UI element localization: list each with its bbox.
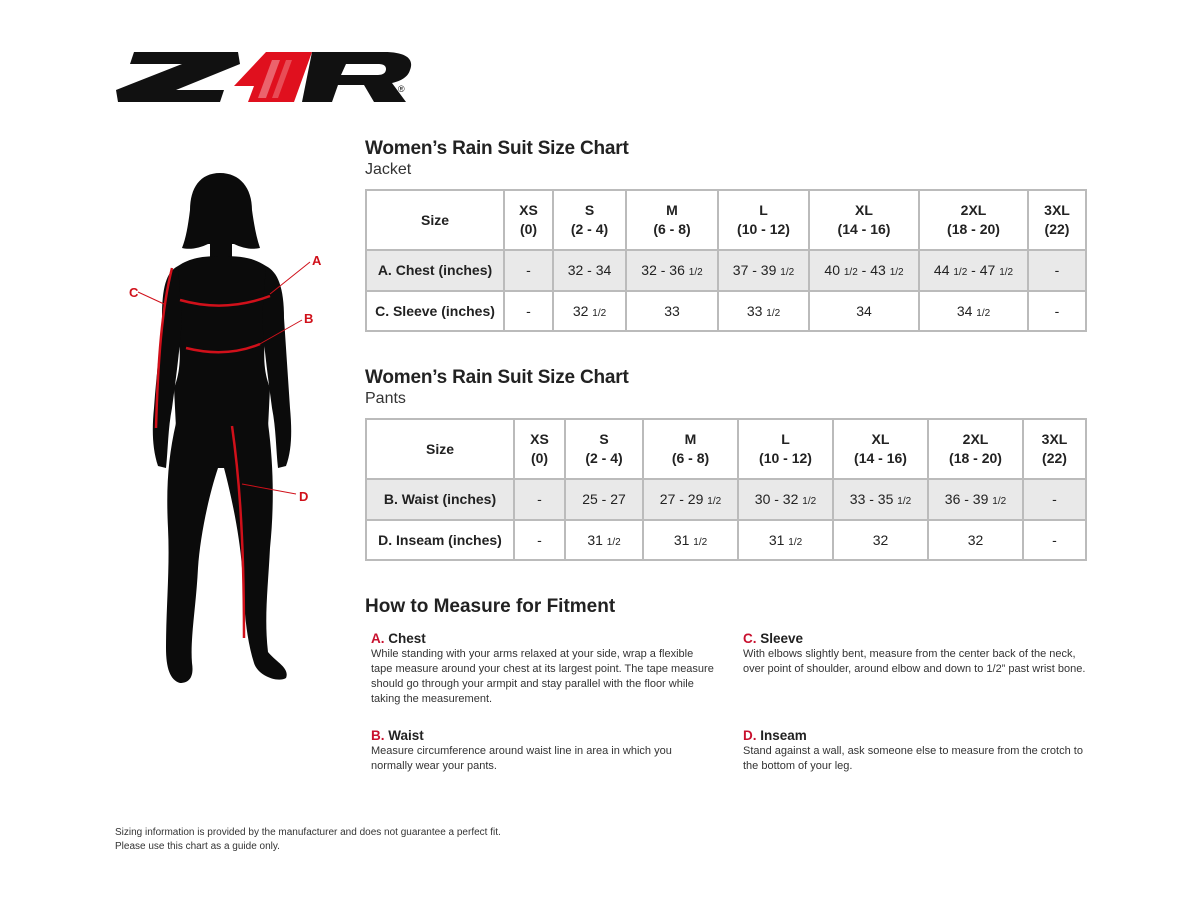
numeric-size: (10 - 12) [759,450,812,466]
value-whole: - [1052,491,1057,508]
size-value-cell [928,520,1023,561]
value-whole: 37 - 39 [732,262,777,279]
size-name: XL [855,202,873,218]
size-value-cell [565,479,643,520]
disclaimer [115,826,501,854]
chest-letter: A. [371,631,385,646]
size-name: L [781,431,790,447]
sleeve-letter: C. [743,631,757,646]
numeric-size: (18 - 20) [947,221,1000,237]
value-fraction: 1/2 [693,536,708,548]
pants-title: Women’s Rain Suit Size Chart [365,367,629,388]
value-whole: - [1054,262,1060,279]
value-whole: - [1052,531,1057,548]
size-column-header [809,190,919,250]
size-value-cell [565,520,643,561]
value-whole: 32 [872,531,889,548]
chest-heading: Chest [388,631,426,646]
size-value-cell [1023,479,1086,520]
size-value-cell [626,291,718,332]
value-fraction: 1/2 [788,536,803,548]
value-whole: 32 - 36 [641,262,685,279]
value-whole: - [1054,302,1060,319]
value-whole: 31 [768,531,785,548]
numeric-size: (22) [1044,221,1070,237]
chest-instructions [371,631,716,707]
size-column-header [718,190,809,250]
waist-text: Measure circumference around waist line in area in which you normally wear your pants. [371,745,672,772]
size-value-cell [809,291,919,332]
value-whole: - [526,302,531,319]
pants-size-table [365,418,1087,561]
size-name: S [584,202,595,218]
jacket-heading [365,138,629,179]
size-value-cell [504,291,553,332]
measurement-label: B. Waist (inches) [366,479,514,520]
size-value-cell [809,250,919,291]
woman-silhouette-figure [118,168,318,693]
size-column-header [553,190,626,250]
size-column-header [919,190,1028,250]
size-name: XL [871,431,890,447]
size-column-header [833,419,928,479]
numeric-size: (2 - 4) [585,450,623,466]
label-c: C [129,285,139,300]
size-value-cell [1028,250,1086,291]
size-name: S [599,431,609,447]
inseam-heading: Inseam [760,728,807,743]
size-value-cell [718,250,809,291]
chest-text: While standing with your arms relaxed at your side, wrap a flexible tape measure around your chest at its largest point. The tape measure should go through your armpit and stay parallel with the floor while taking the measurement. [371,648,714,705]
value-whole: 32 [967,531,984,548]
measurement-label: C. Sleeve (inches) [366,291,504,332]
numeric-size: (10 - 12) [737,221,790,237]
numeric-size: (14 - 16) [837,221,891,237]
measurement-label: A. Chest (inches) [366,250,504,291]
size-column-header [1028,190,1086,250]
label-a: A [312,253,322,268]
sleeve-text: With elbows slightly bent, measure from the center back of the neck, over point of shoulder, around elbow and down to 1/2” past wrist bone. [743,648,1086,675]
size-column-header [565,419,643,479]
value-fraction: 1/2 [976,307,991,319]
value-whole: 36 - 39 [944,491,989,508]
size-value-cell [833,520,928,561]
waist-instructions [371,728,716,774]
value-fraction: 1/2 [780,267,795,279]
value-whole: 33 [746,302,763,319]
value-whole: 30 - 32 [754,491,799,508]
value-whole: 31 [587,531,603,548]
value-whole: - [537,531,542,548]
svg-text:®: ® [398,84,405,94]
size-value-cell [514,520,565,561]
value-whole: 32 - 34 [567,262,612,279]
numeric-size: (6 - 8) [671,450,710,466]
table-row [366,250,1086,291]
size-value-cell [504,250,553,291]
size-name: XS [530,431,549,447]
value-whole: 44 1/2 - 47 [933,262,996,279]
size-value-cell [514,479,565,520]
sleeve-heading: Sleeve [760,631,804,646]
numeric-size: (0) [530,450,549,466]
label-d: D [299,489,309,504]
size-value-cell [643,520,738,561]
disclaimer-line-2: Please use this chart as a guide only. [115,841,280,852]
value-fraction: 1/2 [592,307,607,319]
woman-silhouette [153,173,291,683]
value-whole: 32 [572,302,589,319]
size-name: 2XL [960,202,987,218]
how-to-title: How to Measure for Fitment [365,596,616,617]
size-header-cell [366,190,504,250]
size-column-header [626,190,718,250]
size-name: 3XL [1044,202,1070,218]
size-value-cell [919,250,1028,291]
disclaimer-line-1: Sizing information is provided by the manufacturer and does not guarantee a perfect fit. [115,827,501,838]
z1r-logo [116,50,416,106]
size-column-header [504,190,553,250]
jacket-size-table [365,189,1087,332]
value-fraction: 1/2 [889,267,904,279]
value-fraction: 1/2 [802,496,817,508]
inseam-letter: D. [743,728,757,743]
size-column-header [738,419,833,479]
numeric-size: (0) [519,221,538,237]
waist-letter: B. [371,728,385,743]
value-fraction: 1/2 [992,496,1007,508]
pants-header-row [366,419,1086,479]
measurement-label: D. Inseam (inches) [366,520,514,561]
size-value-cell [738,520,833,561]
jacket-title: Women’s Rain Suit Size Chart [365,138,629,159]
numeric-size: (18 - 20) [949,450,1002,466]
jacket-subtitle: Jacket [365,161,412,178]
value-whole: 34 [856,302,872,319]
value-fraction: 1/2 [766,307,781,319]
sleeve-instructions [743,631,1088,677]
size-column-header [514,419,565,479]
size-name: Size [420,211,449,228]
size-column-header [1023,419,1086,479]
value-whole: 33 [664,302,680,319]
size-value-cell [738,479,833,520]
numeric-size: (22) [1042,450,1067,466]
size-value-cell [919,291,1028,332]
size-name: M [666,202,678,218]
size-name: 2XL [962,431,989,447]
label-b: B [304,311,314,326]
inseam-instructions [743,728,1088,774]
numeric-size: (6 - 8) [653,221,691,237]
value-whole: 31 [673,531,690,548]
value-whole: 25 - 27 [582,491,626,508]
size-value-cell [553,250,626,291]
value-whole: 40 1/2 - 43 [824,262,886,279]
size-value-cell [1023,520,1086,561]
size-value-cell [553,291,626,332]
value-whole: - [537,491,542,508]
size-value-cell [626,250,718,291]
value-whole: - [526,262,531,279]
numeric-size: (2 - 4) [570,221,609,237]
value-fraction: 1/2 [999,267,1014,279]
size-name: XS [519,202,538,218]
size-name: Size [425,440,454,457]
size-value-cell [718,291,809,332]
value-fraction: 1/2 [707,496,722,508]
table-row [366,520,1086,561]
inseam-text: Stand against a wall, ask someone else to measure from the crotch to the bottom of your leg. [743,745,1083,772]
size-column-header [643,419,738,479]
table-row [366,291,1086,332]
value-fraction: 1/2 [688,267,703,279]
jacket-header-row [366,190,1086,250]
pants-subtitle: Pants [365,390,406,407]
waist-heading: Waist [388,728,424,743]
size-column-header [928,419,1023,479]
size-value-cell [928,479,1023,520]
size-name: M [684,431,697,447]
size-name: 3XL [1041,431,1068,447]
size-value-cell [1028,291,1086,332]
value-fraction: 1/2 [606,536,621,548]
size-value-cell [833,479,928,520]
value-whole: 33 - 35 [849,491,894,508]
table-row [366,479,1086,520]
size-value-cell [643,479,738,520]
size-name: L [759,202,768,218]
numeric-size: (14 - 16) [854,450,907,466]
size-header-cell [366,419,514,479]
value-fraction: 1/2 [897,496,912,508]
pants-heading [365,367,629,408]
value-whole: 27 - 29 [659,491,704,508]
value-whole: 34 [956,302,973,319]
